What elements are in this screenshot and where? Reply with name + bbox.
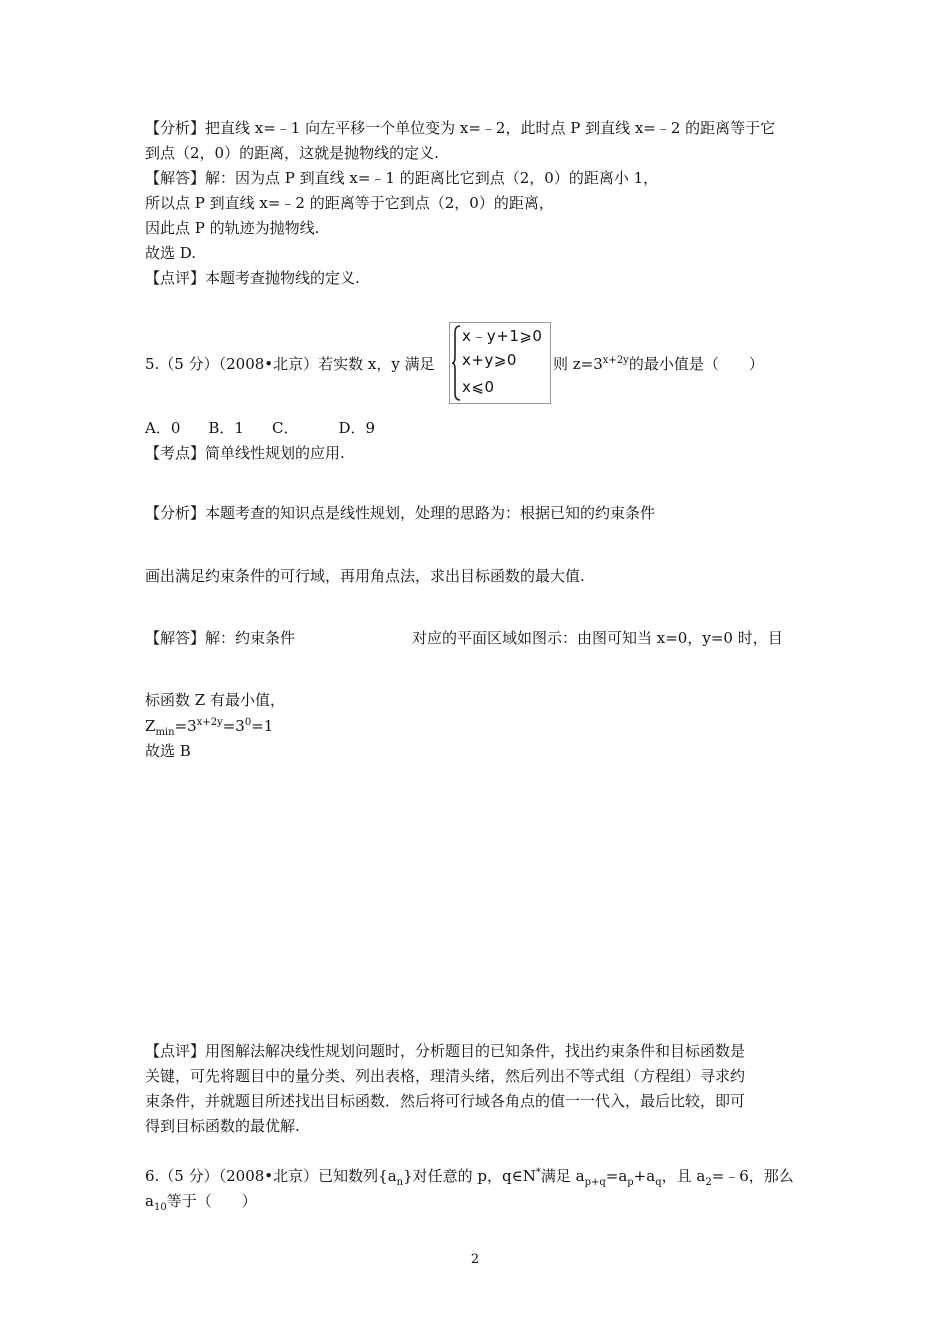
question-5-ask: 的最小值是（ ） [628,355,764,373]
zmin-part-b: =3 [222,717,245,735]
zmin-part-c: =1 [251,717,274,735]
constraint-row-1: x﹣y+1⩾0 [462,327,543,345]
zmin-subscript: min [155,727,175,738]
constraint-row-2: x+y⩾0 [462,351,517,369]
q6-text-a10: a [145,1192,154,1210]
topic-line: 【考点】简单线性规划的应用. [145,444,345,462]
option-d: D．9 [338,419,376,437]
question-5-stem-right [553,354,764,374]
zmin-z: Z [145,717,156,735]
q6-text-m: =﹣6，那么 [711,1167,794,1185]
left-brace-icon [451,323,461,403]
zmin-exponent-2: 0 [244,717,252,728]
q5-solution-line-2: 标函数 Z 有最小值， [145,691,285,709]
q5-analysis-line-1: 【分析】本题考查的知识点是线性规划，处理的思路为：根据已知的约束条件 [145,504,656,522]
question-6-line-1 [145,1166,794,1186]
q6-text-a: 6.（5 分）（2008•北京）已知数列{a [145,1167,397,1185]
solution-line-2: 所以点 P 到直线 x=﹣2 的距离等于它到点（2，0）的距离， [145,194,554,212]
q6-text-e: 满足 a [540,1167,585,1185]
q6-sub-pq: p+q [584,1177,606,1188]
q6-text-k: ，且 a [661,1167,706,1185]
q5-comment-line-1: 【点评】用图解法解决线性规划问题时，分析题目的已知条件，找出约束条件和目标函数是 [145,1042,746,1060]
q5-solution-text: 对应的平面区域如图示：由图可知当 x=0，y=0 时，目 [412,629,783,647]
zmin-formula [145,716,273,736]
question-5-stem-left: 5.（5 分）（2008•北京）若实数 x，y 满足 [145,355,435,373]
q6-sub-10: 10 [153,1202,167,1213]
q5-analysis-line-2: 画出满足约束条件的可行域，再用角点法，求出目标函数的最大值. [145,567,585,585]
option-c: C． [271,419,299,437]
answer-line: 故选 D. [145,244,197,262]
q5-answer-line: 故选 B [145,742,191,760]
q6-sub-2: 2 [705,1177,712,1188]
q6-text-i: +a [633,1167,656,1185]
q6-sub-p: p [627,1177,634,1188]
objective-exponent: x+2y [602,355,629,366]
q5-comment-line-3: 束条件，并就题目所述找出目标函数．然后将可行域各角点的值一一代入，最后比较，即可 [145,1092,746,1110]
q6-text-ask: 等于（ ） [166,1192,257,1210]
zmin-exponent-1: x+2y [196,717,223,728]
option-a: A．0 [145,419,181,437]
q5-solution-label: 【解答】解：约束条件 [145,629,296,647]
q5-comment-line-2: 关键，可先将题目中的量分类、列出表格，理清头绪，然后列出不等式组（方程组）寻求约 [145,1067,746,1085]
q6-text-g: =a [605,1167,628,1185]
comment-line: 【点评】本题考查抛物线的定义. [145,269,360,287]
constraint-system-image [449,322,551,404]
constraint-row-3: x⩽0 [462,378,495,396]
question-6-line-2 [145,1191,257,1211]
question-5-options [145,418,403,438]
analysis-line-2: 到点（2，0）的距离，这就是抛物线的定义. [145,144,439,162]
objective-text: 则 z=3 [553,355,603,373]
q6-sub-q: q [655,1177,662,1188]
solution-line-3: 因此点 P 的轨迹为抛物线. [145,219,320,237]
q6-sub-n: n [396,1177,404,1188]
option-b: B．1 [208,419,244,437]
zmin-part-a: =3 [174,717,197,735]
q5-comment-line-4: 得到目标函数的最优解. [145,1117,300,1135]
q6-text-c: }对任意的 p，q∈N [403,1167,536,1185]
page-number: 2 [470,1252,480,1267]
analysis-line-1: 【分析】把直线 x=﹣1 向左平移一个单位变为 x=﹣2，此时点 P 到直线 x=﹣2 的距离等于它 [145,119,776,137]
q6-sup-star: * [535,1167,541,1178]
solution-line-1: 【解答】解：因为点 P 到直线 x=﹣1 的距离比它到点（2，0）的距离小 1， [145,169,659,187]
